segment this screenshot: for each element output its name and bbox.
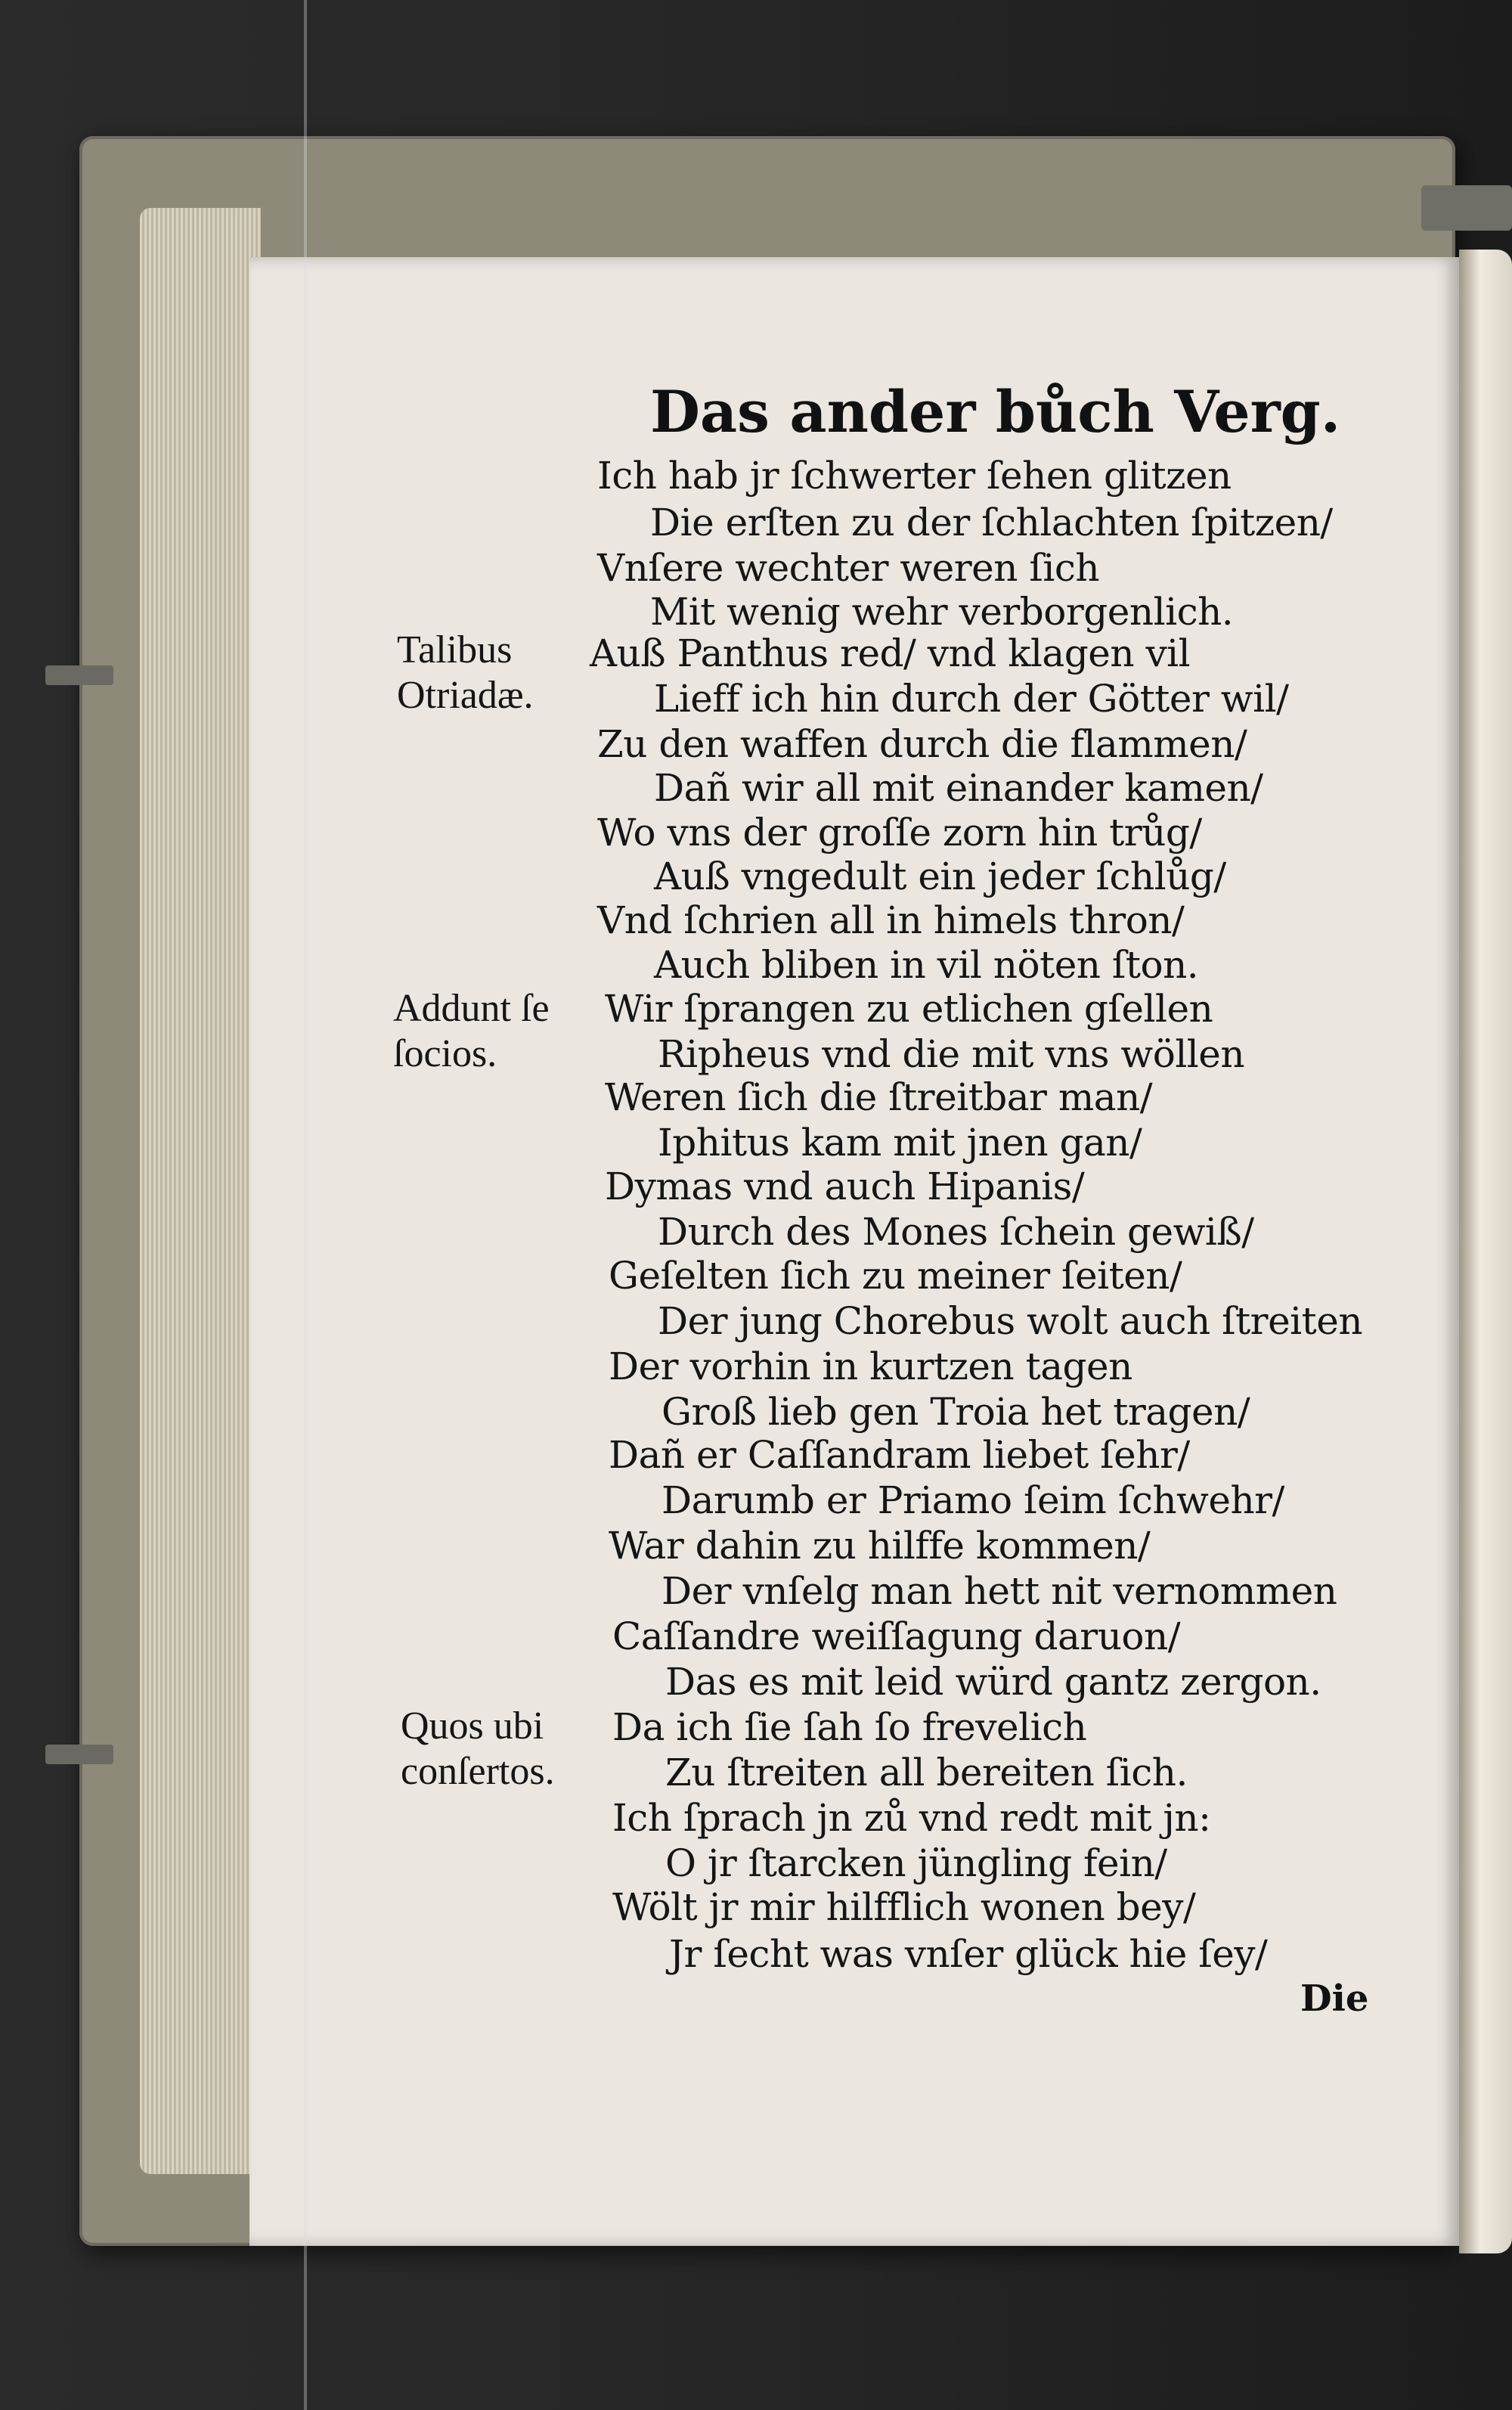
verse-line: Ich hab jr ſchwerter ſehen glitzen xyxy=(597,454,1232,498)
verse-line: Weren ſich die ſtreitbar man/ xyxy=(605,1075,1153,1119)
verse-line: Durch des Mones ſchein gewiß/ xyxy=(658,1210,1254,1254)
verse-line: Auß Panthus red/ vnd klagen vil xyxy=(590,631,1191,675)
verse-line: Der vorhin in kurtzen tagen xyxy=(609,1345,1132,1388)
margin-note: Addunt ſe xyxy=(393,987,550,1030)
verse-line: Dañ wir all mit einander kamen/ xyxy=(654,766,1263,810)
verse-line: Ich ſprach jn zů vnd redt mit jn: xyxy=(612,1796,1211,1840)
verse-line: Wölt jr mir hilfflich wonen bey/ xyxy=(612,1885,1196,1929)
margin-note: Talibus xyxy=(397,628,513,672)
page-edges xyxy=(140,208,261,2174)
margin-note: Otriadæ. xyxy=(397,674,534,717)
verse-line: Auch bliben in vil nöten ſton. xyxy=(654,943,1199,987)
verse-line: Geſelten ſich zu meiner ſeiten/ xyxy=(609,1254,1182,1298)
running-title: Das ander bůch Verg. xyxy=(650,378,1341,445)
verse-line: Vnd ſchrien all in himels thron/ xyxy=(597,898,1185,942)
verse-line: Lieff ich hin durch der Götter wil/ xyxy=(654,677,1289,721)
verse-line: Jr ſecht was vnſer glück hie ſey/ xyxy=(669,1932,1268,1976)
verse-line: Zu den waffen durch die flammen/ xyxy=(597,722,1247,766)
verse-line: Ripheus vnd die mit vns wöllen xyxy=(658,1032,1245,1076)
verse-line: Auß vngedult ein jeder ſchlůg/ xyxy=(654,855,1226,898)
verse-line: Iphitus kam mit jnen gan/ xyxy=(658,1121,1142,1165)
verse-line: Zu ſtreiten all bereiten ſich. xyxy=(665,1751,1188,1794)
verse-line: War dahin zu hilffe kommen/ xyxy=(609,1524,1151,1568)
verse-line: Der jung Chorebus wolt auch ſtreiten xyxy=(658,1299,1363,1343)
clasp xyxy=(1421,185,1512,231)
verse-line: Darumb er Priamo ſeim ſchwehr/ xyxy=(662,1478,1284,1522)
scanner-line xyxy=(304,0,307,2410)
catchword: Die xyxy=(1300,1977,1369,2020)
verse-line: Da ich ſie ſah ſo frevelich xyxy=(612,1705,1087,1749)
verse-line: Mit wenig wehr verborgenlich. xyxy=(650,590,1234,634)
margin-note: Quos ubi xyxy=(401,1704,544,1748)
verse-line: Caſſandre weiſſagung daruon/ xyxy=(612,1614,1181,1658)
verse-line: Vnſere wechter weren ſich xyxy=(597,546,1100,590)
clasp-pin xyxy=(45,665,113,685)
verse-line: Groß lieb gen Troia het tragen/ xyxy=(662,1390,1250,1434)
verse-line: Der vnſelg man hett nit vernommen xyxy=(662,1569,1337,1613)
verse-line: Wo vns der groſſe zorn hin trůg/ xyxy=(597,811,1202,855)
verse-line: Wir ſprangen zu etlichen gſellen xyxy=(605,987,1213,1031)
verse-line: Dymas vnd auch Hipanis/ xyxy=(605,1165,1085,1208)
facing-page-edge xyxy=(1459,250,1512,2253)
verse-line: O jr ſtarcken jüngling fein/ xyxy=(665,1841,1167,1885)
margin-note: conſertos. xyxy=(401,1750,555,1793)
verse-line: Die erſten zu der ſchlachten ſpitzen/ xyxy=(650,501,1333,544)
clasp-pin xyxy=(45,1745,113,1764)
margin-note: ſocios. xyxy=(393,1032,497,1075)
verse-line: Dañ er Caſſandram liebet ſehr/ xyxy=(609,1433,1190,1477)
verse-line: Das es mit leid würd gantz zergon. xyxy=(665,1660,1321,1704)
